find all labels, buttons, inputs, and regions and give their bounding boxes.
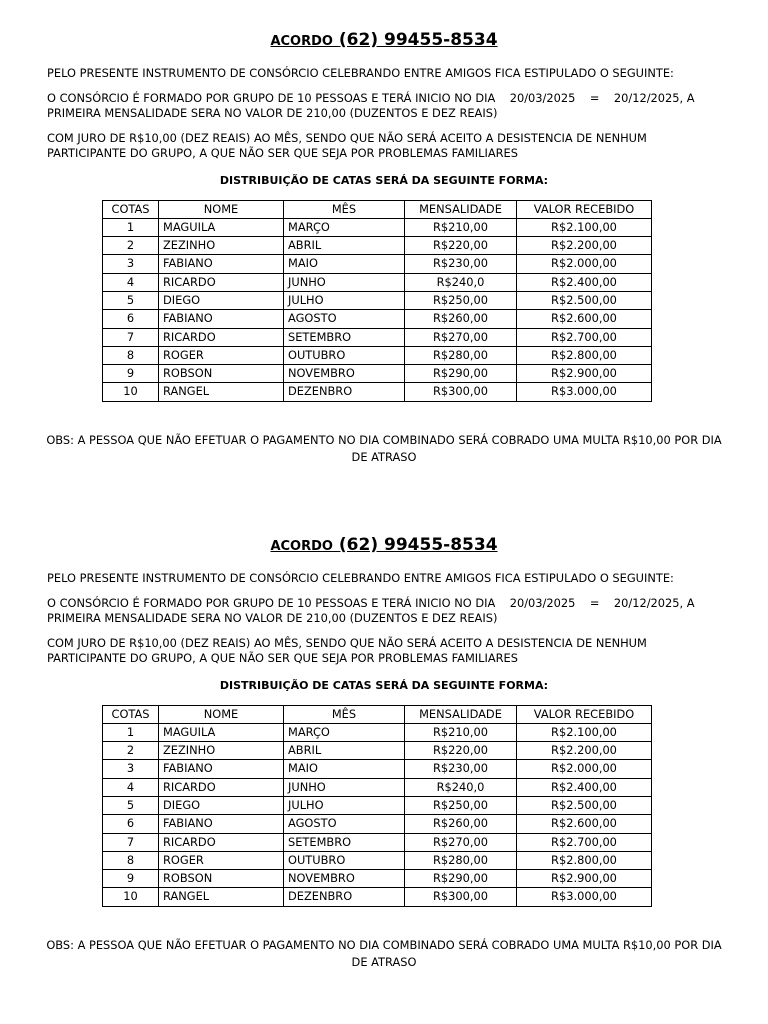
- cell-cota: 3: [103, 760, 159, 778]
- table-row: [103, 346, 652, 364]
- cell-nome: FABIANO: [159, 310, 284, 328]
- agreement-block-1: [0, 30, 768, 466]
- cell-nome: RICARDO: [159, 328, 284, 346]
- cell-mensalidade: R$220,00: [405, 237, 517, 255]
- cell-valor: R$2.000,00: [517, 760, 652, 778]
- cell-mes: OUTUBRO: [284, 346, 405, 364]
- cell-cota: 7: [103, 833, 159, 851]
- cell-cota: 5: [103, 796, 159, 814]
- cell-nome: ROGER: [159, 851, 284, 869]
- cell-mensalidade: R$260,00: [405, 815, 517, 833]
- cell-mensalidade: R$240,0: [405, 778, 517, 796]
- cell-cota: 4: [103, 273, 159, 291]
- cell-mes: MARÇO: [284, 218, 405, 236]
- cell-valor: R$2.400,00: [517, 778, 652, 796]
- cell-valor: R$2.800,00: [517, 346, 652, 364]
- cell-mes: JUNHO: [284, 778, 405, 796]
- table-row: [103, 218, 652, 236]
- cell-mes: NOVEMBRO: [284, 365, 405, 383]
- table-row: [103, 310, 652, 328]
- cell-mensalidade: R$240,0: [405, 273, 517, 291]
- cell-mes: ABRIL: [284, 237, 405, 255]
- table-row: [103, 870, 652, 888]
- cell-mes: OUTUBRO: [284, 851, 405, 869]
- distribution-table: [102, 200, 652, 402]
- cell-nome: RICARDO: [159, 833, 284, 851]
- cell-mes: ABRIL: [284, 742, 405, 760]
- cell-mensalidade: R$250,00: [405, 291, 517, 309]
- cell-mensalidade: R$280,00: [405, 346, 517, 364]
- table-row: [103, 291, 652, 309]
- cell-cota: 8: [103, 851, 159, 869]
- cell-cota: 9: [103, 365, 159, 383]
- group-paragraph: O CONSÓRCIO É FORMADO POR GRUPO DE 10 PESSOAS E TERÁ INICIO NO DIA 20/03/2025 = 20/12/2025, A PRIMEIRA MENSALIDADE SERA NO VALOR DE 210,00 (DUZENTOS E DEZ REAIS): [47, 595, 699, 625]
- cell-cota: 2: [103, 742, 159, 760]
- table-header-row: [103, 705, 652, 723]
- cell-nome: RANGEL: [159, 888, 284, 906]
- cell-mensalidade: R$270,00: [405, 833, 517, 851]
- cell-nome: DIEGO: [159, 291, 284, 309]
- interest-paragraph: COM JURO DE R$10,00 (DEZ REAIS) AO MÊS, SENDO QUE NÃO SERÁ ACEITO A DESISTENCIA DE NENHUM PARTICIPANTE DO GRUPO, A QUE NÃO SER QUE SEJA POR PROBLEMAS FAMILIARES: [47, 635, 651, 665]
- cell-mensalidade: R$210,00: [405, 723, 517, 741]
- header-nome: NOME: [159, 705, 284, 723]
- cell-mes: AGOSTO: [284, 815, 405, 833]
- table-row: [103, 760, 652, 778]
- table-row: [103, 778, 652, 796]
- table-row: [103, 796, 652, 814]
- header-mes: MÊS: [284, 200, 405, 218]
- cell-nome: FABIANO: [159, 815, 284, 833]
- cell-mensalidade: R$300,00: [405, 383, 517, 401]
- header-cota: COTAS: [103, 200, 159, 218]
- agreement-block-2: [0, 535, 768, 971]
- cell-nome: ROBSON: [159, 365, 284, 383]
- cell-cota: 5: [103, 291, 159, 309]
- agreement-title: [0, 30, 768, 52]
- cell-valor: R$2.600,00: [517, 310, 652, 328]
- cell-mes: JUNHO: [284, 273, 405, 291]
- table-row: [103, 851, 652, 869]
- cell-nome: ZEZINHO: [159, 237, 284, 255]
- cell-valor: R$2.900,00: [517, 365, 652, 383]
- cell-mensalidade: R$220,00: [405, 742, 517, 760]
- cell-valor: R$2.800,00: [517, 851, 652, 869]
- intro-paragraph: PELO PRESENTE INSTRUMENTO DE CONSÓRCIO CELEBRANDO ENTRE AMIGOS FICA ESTIPULADO O SEGUINTE:: [47, 66, 674, 80]
- cell-valor: R$2.000,00: [517, 255, 652, 273]
- cell-valor: R$2.700,00: [517, 328, 652, 346]
- cell-valor: R$3.000,00: [517, 383, 652, 401]
- cell-mes: NOVEMBRO: [284, 870, 405, 888]
- header-mes: MÊS: [284, 705, 405, 723]
- cell-nome: RANGEL: [159, 383, 284, 401]
- cell-mensalidade: R$250,00: [405, 796, 517, 814]
- cell-mensalidade: R$230,00: [405, 760, 517, 778]
- cell-cota: 6: [103, 310, 159, 328]
- cell-nome: ZEZINHO: [159, 742, 284, 760]
- cell-mensalidade: R$260,00: [405, 310, 517, 328]
- cell-cota: 10: [103, 888, 159, 906]
- cell-valor: R$2.500,00: [517, 796, 652, 814]
- title-word: ACORDO: [270, 34, 333, 49]
- cell-nome: DIEGO: [159, 796, 284, 814]
- cell-nome: ROGER: [159, 346, 284, 364]
- interest-paragraph: COM JURO DE R$10,00 (DEZ REAIS) AO MÊS, SENDO QUE NÃO SERÁ ACEITO A DESISTENCIA DE NENHUM PARTICIPANTE DO GRUPO, A QUE NÃO SER QUE SEJA POR PROBLEMAS FAMILIARES: [47, 130, 651, 160]
- cell-cota: 8: [103, 346, 159, 364]
- header-valor: VALOR RECEBIDO: [517, 705, 652, 723]
- cell-cota: 1: [103, 723, 159, 741]
- title-word: ACORDO: [270, 539, 333, 554]
- table-row: [103, 328, 652, 346]
- cell-mes: JULHO: [284, 291, 405, 309]
- cell-mensalidade: R$210,00: [405, 218, 517, 236]
- cell-cota: 6: [103, 815, 159, 833]
- table-row: [103, 383, 652, 401]
- header-nome: NOME: [159, 200, 284, 218]
- table-row: [103, 742, 652, 760]
- title-phone: (62) 99455-8534: [338, 30, 498, 50]
- cell-mes: DEZENBRO: [284, 383, 405, 401]
- cell-valor: R$2.200,00: [517, 742, 652, 760]
- cell-nome: MAGUILA: [159, 218, 284, 236]
- cell-valor: R$3.000,00: [517, 888, 652, 906]
- distribution-table: [102, 705, 652, 907]
- cell-mensalidade: R$300,00: [405, 888, 517, 906]
- cell-mes: AGOSTO: [284, 310, 405, 328]
- intro-paragraph: PELO PRESENTE INSTRUMENTO DE CONSÓRCIO CELEBRANDO ENTRE AMIGOS FICA ESTIPULADO O SEGUINTE:: [47, 571, 674, 585]
- header-cota: COTAS: [103, 705, 159, 723]
- cell-nome: FABIANO: [159, 255, 284, 273]
- title-phone: (62) 99455-8534: [338, 535, 498, 555]
- agreement-title: [0, 535, 768, 557]
- header-mensalidade: MENSALIDADE: [405, 705, 517, 723]
- cell-mes: JULHO: [284, 796, 405, 814]
- cell-mensalidade: R$290,00: [405, 365, 517, 383]
- cell-nome: FABIANO: [159, 760, 284, 778]
- cell-cota: 2: [103, 237, 159, 255]
- header-mensalidade: MENSALIDADE: [405, 200, 517, 218]
- obs-note: OBS: A PESSOA QUE NÃO EFETUAR O PAGAMENTO NO DIA COMBINADO SERÁ COBRADO UMA MULTA R$10,00 POR DIA DE ATRASO: [46, 937, 722, 969]
- cell-mensalidade: R$290,00: [405, 870, 517, 888]
- cell-cota: 7: [103, 328, 159, 346]
- table-row: [103, 237, 652, 255]
- table-row: [103, 888, 652, 906]
- cell-mensalidade: R$280,00: [405, 851, 517, 869]
- cell-mensalidade: R$230,00: [405, 255, 517, 273]
- distribution-subtitle: DISTRIBUIÇÃO DE CATAS SERÁ DA SEGUINTE FORMA:: [219, 678, 549, 692]
- cell-cota: 9: [103, 870, 159, 888]
- cell-mes: SETEMBRO: [284, 328, 405, 346]
- cell-cota: 3: [103, 255, 159, 273]
- table-row: [103, 255, 652, 273]
- cell-mes: DEZENBRO: [284, 888, 405, 906]
- cell-valor: R$2.700,00: [517, 833, 652, 851]
- cell-mes: MARÇO: [284, 723, 405, 741]
- cell-valor: R$2.200,00: [517, 237, 652, 255]
- table-header-row: [103, 200, 652, 218]
- cell-mes: SETEMBRO: [284, 833, 405, 851]
- table-row: [103, 833, 652, 851]
- table-row: [103, 815, 652, 833]
- header-valor: VALOR RECEBIDO: [517, 200, 652, 218]
- cell-valor: R$2.100,00: [517, 218, 652, 236]
- cell-nome: RICARDO: [159, 273, 284, 291]
- cell-cota: 1: [103, 218, 159, 236]
- cell-valor: R$2.600,00: [517, 815, 652, 833]
- cell-valor: R$2.900,00: [517, 870, 652, 888]
- table-row: [103, 273, 652, 291]
- cell-mes: MAIO: [284, 255, 405, 273]
- table-row: [103, 365, 652, 383]
- cell-mes: MAIO: [284, 760, 405, 778]
- cell-cota: 10: [103, 383, 159, 401]
- distribution-subtitle: DISTRIBUIÇÃO DE CATAS SERÁ DA SEGUINTE FORMA:: [219, 173, 549, 187]
- cell-mensalidade: R$270,00: [405, 328, 517, 346]
- cell-valor: R$2.400,00: [517, 273, 652, 291]
- obs-note: OBS: A PESSOA QUE NÃO EFETUAR O PAGAMENTO NO DIA COMBINADO SERÁ COBRADO UMA MULTA R$10,00 POR DIA DE ATRASO: [46, 432, 722, 464]
- group-paragraph: O CONSÓRCIO É FORMADO POR GRUPO DE 10 PESSOAS E TERÁ INICIO NO DIA 20/03/2025 = 20/12/2025, A PRIMEIRA MENSALIDADE SERA NO VALOR DE 210,00 (DUZENTOS E DEZ REAIS): [47, 90, 699, 120]
- cell-nome: RICARDO: [159, 778, 284, 796]
- cell-nome: MAGUILA: [159, 723, 284, 741]
- table-row: [103, 723, 652, 741]
- cell-cota: 4: [103, 778, 159, 796]
- cell-valor: R$2.100,00: [517, 723, 652, 741]
- cell-nome: ROBSON: [159, 870, 284, 888]
- cell-valor: R$2.500,00: [517, 291, 652, 309]
